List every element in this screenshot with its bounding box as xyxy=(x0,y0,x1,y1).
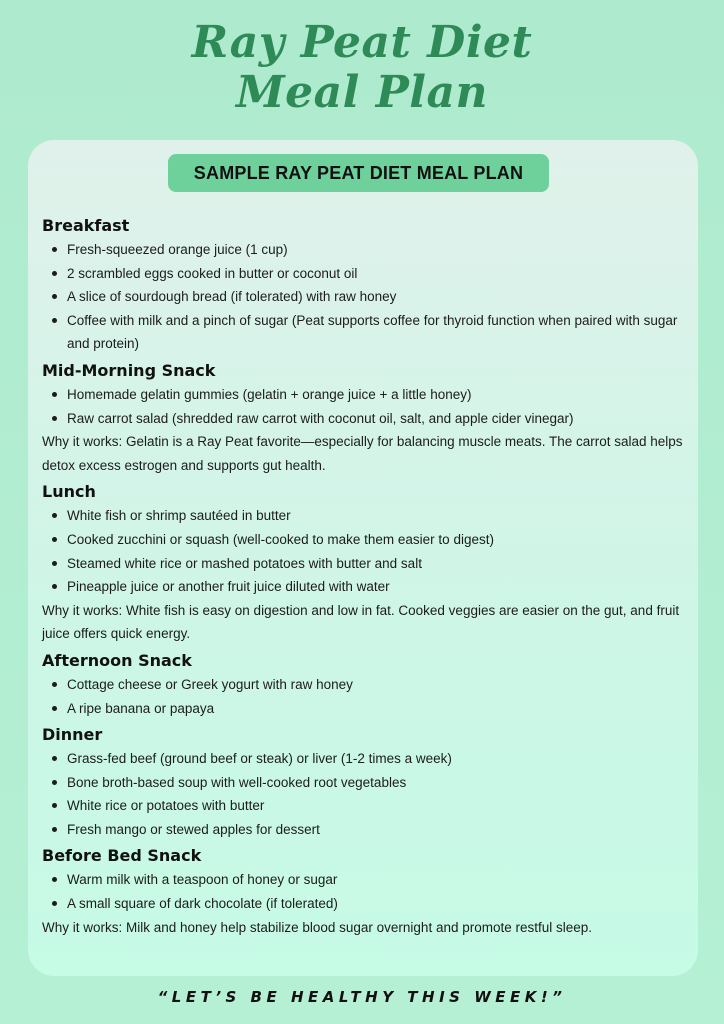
page-title-line-2: Meal Plan xyxy=(235,67,489,118)
section-heading: Mid-Morning Snack xyxy=(42,360,216,380)
why-it-works-note: Why it works: White fish is easy on digestion and low in fat. Cooked veggies are easier on the gut, and fruit juice offers quick energy. xyxy=(42,602,680,642)
section-heading: Breakfast xyxy=(42,216,130,235)
meal-item: Raw carrot salad (shredded raw carrot with coconut oil, salt, and apple cider vinegar) xyxy=(42,407,692,431)
meal-item: Cooked zucchini or squash (well-cooked to make them easier to digest) xyxy=(42,528,692,552)
page-title-line-1: Ray Peat Diet xyxy=(191,17,533,68)
section-afternoon-snack xyxy=(42,649,692,720)
meal-item: Bone broth-based soup with well-cooked root vegetables xyxy=(42,771,692,795)
footer-slogan: “LET’S BE HEALTHY THIS WEEK!” xyxy=(157,988,567,1006)
meal-item: Fresh mango or stewed apples for dessert xyxy=(42,818,692,842)
page-title xyxy=(0,18,724,118)
meal-item: 2 scrambled eggs cooked in butter or coconut oil xyxy=(42,262,692,286)
meal-item: Steamed white rice or mashed potatoes with butter and salt xyxy=(42,552,692,576)
meal-item: White rice or potatoes with butter xyxy=(42,794,692,818)
meal-item: Fresh-squeezed orange juice (1 cup) xyxy=(42,238,692,262)
section-heading: Dinner xyxy=(42,725,103,745)
section-lunch xyxy=(42,480,692,646)
meal-plan-content xyxy=(42,214,692,939)
meal-plan-subtitle: SAMPLE RAY PEAT DIET MEAL PLAN xyxy=(168,154,549,192)
meal-items-list xyxy=(42,383,692,430)
meal-items-list xyxy=(42,673,692,720)
meal-items-list xyxy=(42,868,692,915)
section-heading: Before Bed Snack xyxy=(42,846,202,866)
meal-items-list xyxy=(42,747,692,841)
meal-item: Homemade gelatin gummies (gelatin + orange juice + a little honey) xyxy=(42,383,692,407)
meal-items-list xyxy=(42,504,692,598)
meal-item: White fish or shrimp sautéed in butter xyxy=(42,504,692,528)
section-heading: Lunch xyxy=(42,482,96,502)
meal-item: Pineapple juice or another fruit juice diluted with water xyxy=(42,575,692,599)
section-heading: Afternoon Snack xyxy=(42,650,192,670)
meal-item: Grass-fed beef (ground beef or steak) or liver (1-2 times a week) xyxy=(42,747,692,771)
meal-item: A small square of dark chocolate (if tolerated) xyxy=(42,892,692,916)
section-before-bed-snack xyxy=(42,844,692,939)
section-dinner xyxy=(42,723,692,841)
why-it-works-note: Why it works: Milk and honey help stabilize blood sugar overnight and promote restful sleep. xyxy=(42,919,593,935)
meal-item: A slice of sourdough bread (if tolerated) with raw honey xyxy=(42,285,692,309)
why-it-works-note: Why it works: Gelatin is a Ray Peat favorite—especially for balancing muscle meats. The carrot salad helps detox excess estrogen and supports gut health. xyxy=(42,434,683,473)
meal-items-list xyxy=(42,238,692,356)
meal-item: Warm milk with a teaspoon of honey or sugar xyxy=(42,868,692,892)
meal-item: Cottage cheese or Greek yogurt with raw honey xyxy=(42,673,692,697)
meal-item: A ripe banana or papaya xyxy=(42,697,692,721)
section-mid-morning-snack xyxy=(42,359,692,477)
meal-item: Coffee with milk and a pinch of sugar (Peat supports coffee for thyroid function when paired with sugar and protein) xyxy=(42,309,692,356)
section-breakfast xyxy=(42,214,692,356)
